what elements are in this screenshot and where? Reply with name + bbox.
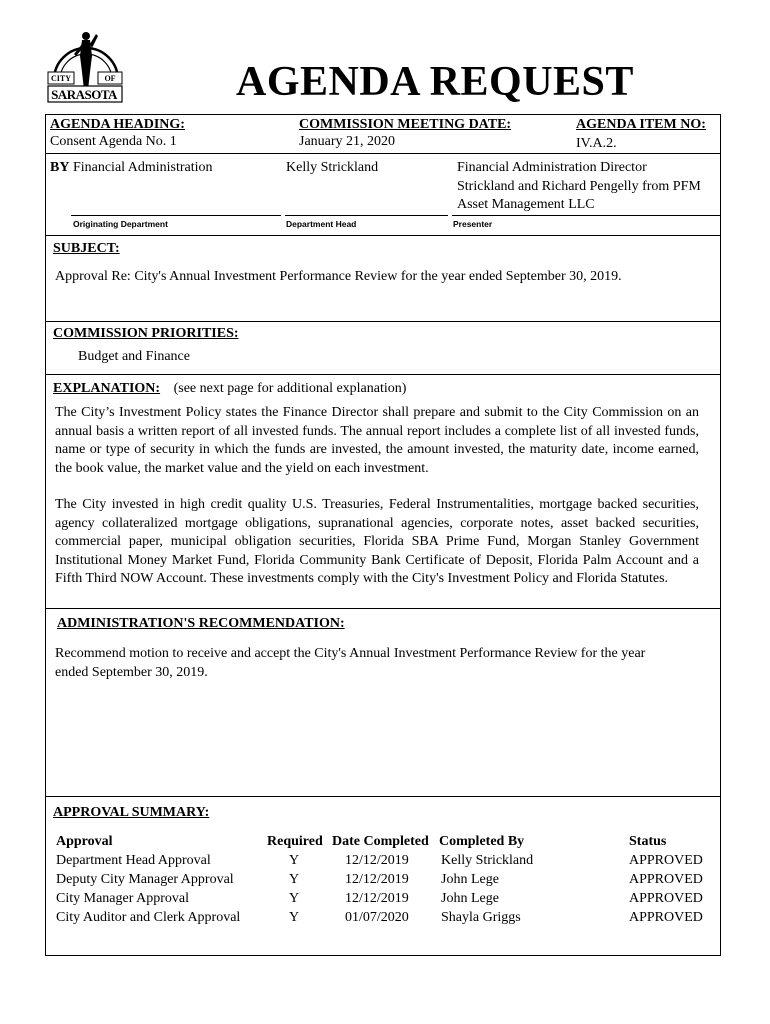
- presenter: [457, 159, 701, 215]
- table-row: [56, 891, 703, 910]
- recommendation-text: [55, 645, 645, 682]
- col-approval: Approval: [56, 834, 113, 849]
- cell-approval: City Auditor and Clerk Approval: [56, 910, 241, 925]
- cell-status: APPROVED: [629, 910, 703, 925]
- divider: [45, 153, 721, 154]
- subject-label: SUBJECT:: [53, 241, 120, 256]
- presenter-line: Strickland and Richard Pengelly from PFM: [457, 178, 701, 194]
- table-row: [56, 872, 703, 891]
- divider: [45, 608, 721, 609]
- by-row: [50, 159, 213, 178]
- cell-status: APPROVED: [629, 853, 703, 868]
- cell-approval: Department Head Approval: [56, 853, 211, 868]
- presenter-line: Asset Management LLC: [457, 197, 595, 212]
- meeting-date-label: COMMISSION MEETING DATE:: [299, 117, 512, 132]
- subject-text: Approval Re: City's Annual Investment Performance Review for the year ended September 30, 2019.: [55, 269, 622, 284]
- originating-department-line: [71, 215, 281, 216]
- cell-approval: Deputy City Manager Approval: [56, 872, 234, 887]
- cell-status: APPROVED: [629, 891, 703, 906]
- cell-approval: City Manager Approval: [56, 891, 189, 906]
- table-header-row: [56, 834, 703, 853]
- divider: [45, 374, 721, 375]
- cell-status: APPROVED: [629, 872, 703, 887]
- cell-date: 12/12/2019: [345, 853, 409, 868]
- department-head-caption: Department Head: [286, 219, 357, 229]
- cell-required: Y: [289, 891, 300, 906]
- col-status: Status: [629, 834, 667, 849]
- cell-required: Y: [289, 872, 300, 887]
- cell-required: Y: [289, 910, 300, 925]
- svg-text:CITY: CITY: [50, 74, 72, 83]
- cell-completed-by: Kelly Strickland: [441, 853, 534, 868]
- approval-summary-label: APPROVAL SUMMARY:: [53, 805, 210, 820]
- explanation-paragraph: The City’s Investment Policy states the Finance Director shall prepare and submit to the City Commission on an annual basis a written report of all invested funds. The annual report includes a complete list of all invested funds, name or type of security in which the funds are invested, the amount invested, the maturity date, income earned, the book value, the market value and the yield on each investment.: [55, 405, 699, 476]
- divider: [45, 796, 721, 797]
- recommendation-line: Recommend motion to receive and accept the City's Annual Investment Performance Review for the year: [55, 646, 646, 661]
- cell-completed-by: Shayla Griggs: [441, 910, 521, 925]
- explanation-heading: [53, 381, 406, 397]
- explanation-label: EXPLANATION:: [53, 381, 161, 396]
- cell-date: 12/12/2019: [345, 872, 409, 887]
- explanation-paragraph: The City invested in high credit quality U.S. Treasuries, Federal Instrumentalities, mortgage backed securities, agency collateralized mortgage obligations, supranational agencies, corporate notes, asset backed securities, commercial paper, municipal obligation securities, Florida SBA Prime Fund, Morgan Stanley Government Institutional Money Market Fund, Florida Community Bank Certificate of Deposit, Florida Palm Account and a Fifth Third NOW Account. These investments comply with the City's Investment Policy and Florida Statutes.: [55, 497, 699, 586]
- cell-completed-by: John Lege: [441, 872, 499, 887]
- presenter-line-rule: [452, 215, 721, 216]
- city-seal-logo: [46, 20, 126, 106]
- svg-text:SARASOTA: SARASOTA: [51, 87, 117, 102]
- page-title: AGENDA REQUEST: [236, 59, 634, 105]
- presenter-caption: Presenter: [453, 219, 493, 229]
- table-row: [56, 853, 703, 872]
- col-date-completed: Date Completed: [332, 834, 429, 849]
- cell-date: 12/12/2019: [345, 891, 409, 906]
- cell-required: Y: [289, 853, 300, 868]
- priorities-label: COMMISSION PRIORITIES:: [53, 326, 239, 341]
- priorities-text: Budget and Finance: [78, 349, 190, 364]
- explanation-note: (see next page for additional explanation): [173, 381, 407, 396]
- divider: [45, 321, 721, 322]
- department-head: Kelly Strickland: [286, 160, 379, 175]
- divider: [45, 235, 721, 236]
- originating-department: Financial Administration: [72, 160, 213, 175]
- approval-table: [56, 834, 703, 929]
- col-completed-by: Completed By: [439, 834, 525, 849]
- agenda-item-label: AGENDA ITEM NO:: [576, 117, 706, 132]
- meeting-date-value: January 21, 2020: [299, 134, 396, 149]
- svg-text:OF: OF: [104, 74, 116, 83]
- agenda-heading-label: AGENDA HEADING:: [50, 117, 185, 132]
- cell-date: 01/07/2020: [345, 910, 409, 925]
- recommendation-line: ended September 30, 2019.: [55, 664, 208, 680]
- by-label: BY: [50, 160, 70, 175]
- col-required: Required: [267, 834, 323, 849]
- recommendation-label: ADMINISTRATION'S RECOMMENDATION:: [57, 616, 345, 631]
- agenda-heading-value: Consent Agenda No. 1: [50, 134, 177, 149]
- cell-completed-by: John Lege: [441, 891, 499, 906]
- department-head-line: [285, 215, 448, 216]
- table-row: [56, 910, 703, 929]
- presenter-line: Financial Administration Director: [457, 160, 647, 175]
- agenda-item-value: IV.A.2.: [576, 136, 617, 151]
- originating-department-caption: Originating Department: [73, 219, 168, 229]
